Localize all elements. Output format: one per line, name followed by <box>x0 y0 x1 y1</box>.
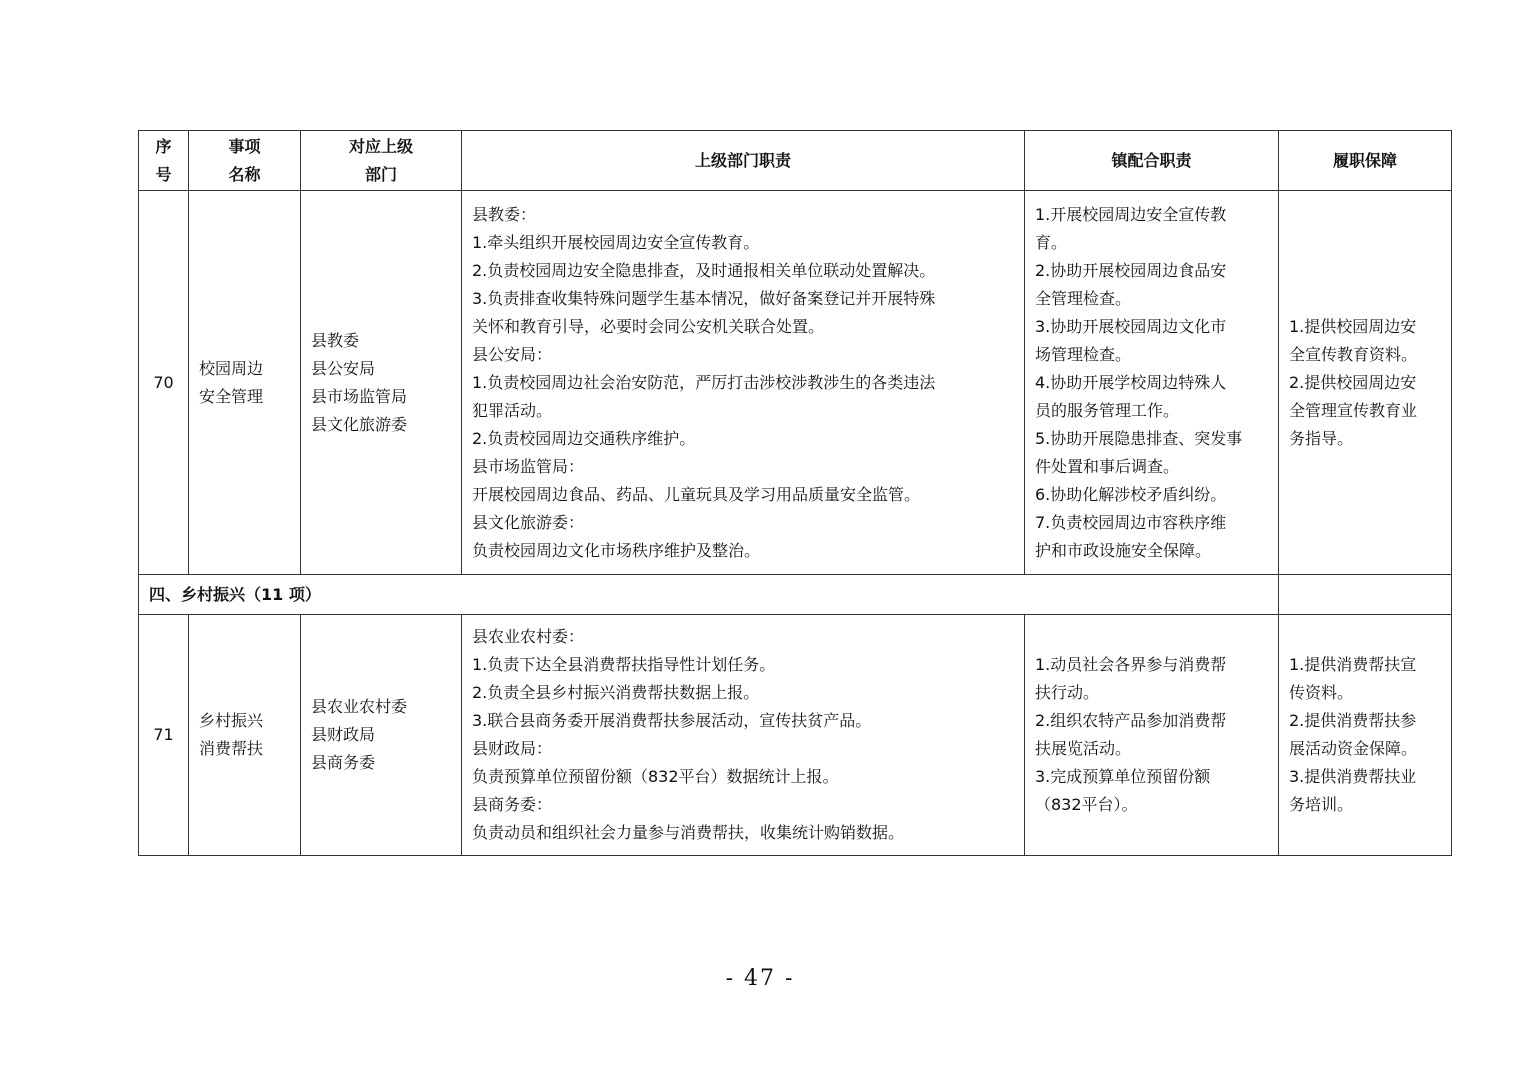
header-seq-line: 序 <box>155 136 172 156</box>
guarantee-line: 1.提供消费帮扶宣 <box>1289 655 1417 674</box>
dept-line: 县公安局 <box>311 358 376 378</box>
town-line: 全管理检查。 <box>1035 288 1132 308</box>
duty-table <box>138 130 1452 856</box>
dept-line: 县文化旅游委 <box>311 414 408 434</box>
table-row <box>139 615 1452 856</box>
section-title: 四、乡村振兴（11 项） <box>139 575 1279 615</box>
item-line: 消费帮扶 <box>199 739 264 758</box>
dept-line: 县农业农村委 <box>311 697 408 716</box>
guarantee-line: 2.提供校园周边安 <box>1289 372 1417 392</box>
row-upper-duties <box>462 615 1025 856</box>
duty-line: 3.负责排查收集特殊问题学生基本情况，做好备案登记并开展特殊 <box>472 288 936 308</box>
header-seq <box>139 131 189 191</box>
town-line: 3.协助开展校园周边文化市 <box>1035 316 1227 336</box>
town-line: 育。 <box>1035 232 1068 252</box>
duty-line: 县财政局： <box>472 739 553 758</box>
town-line: 6.协助化解涉校矛盾纠纷。 <box>1035 484 1227 504</box>
dept-line: 县财政局 <box>311 725 376 744</box>
duty-line: 负责动员和组织社会力量参与消费帮扶，收集统计购销数据。 <box>472 823 905 842</box>
town-line: 2.组织农特产品参加消费帮 <box>1035 711 1227 730</box>
town-line: 1.动员社会各界参与消费帮 <box>1035 655 1227 674</box>
header-row <box>139 131 1452 191</box>
town-line: 件处置和事后调查。 <box>1035 456 1180 476</box>
town-line: 场管理检查。 <box>1035 344 1132 364</box>
row-depts <box>301 615 462 856</box>
town-line: 员的服务管理工作。 <box>1035 400 1180 420</box>
header-dept-line: 部门 <box>364 164 397 184</box>
row-guarantee <box>1279 191 1452 575</box>
header-dept-line: 对应上级 <box>348 136 413 156</box>
row-town-duties <box>1025 191 1279 575</box>
guarantee-line: 全宣传教育资料。 <box>1289 344 1418 364</box>
row-item <box>189 191 301 575</box>
row-upper-duties <box>462 191 1025 575</box>
header-dept <box>301 131 462 191</box>
town-line: 4.协助开展学校周边特殊人 <box>1035 372 1227 392</box>
duty-line: 关怀和教育引导，必要时会同公安机关联合处置。 <box>472 316 825 336</box>
section-empty-cell <box>1279 575 1452 615</box>
duty-line: 1.负责下达全县消费帮扶指导性计划任务。 <box>472 655 776 674</box>
duty-line: 县市场监管局： <box>472 456 585 476</box>
duty-line: 2.负责全县乡村振兴消费帮扶数据上报。 <box>472 683 760 702</box>
guarantee-line: 1.提供校园周边安 <box>1289 316 1417 336</box>
row-seq: 70 <box>139 191 189 575</box>
row-town-duties <box>1025 615 1279 856</box>
guarantee-line: 展活动资金保障。 <box>1289 739 1418 758</box>
town-line: 1.开展校园周边安全宣传教 <box>1035 204 1227 224</box>
duty-line: 2.负责校园周边交通秩序维护。 <box>472 428 696 448</box>
duty-line: 1.负责校园周边社会治安防范，严厉打击涉校涉教涉生的各类违法 <box>472 372 936 392</box>
town-line: 5.协助开展隐患排查、突发事 <box>1035 428 1243 448</box>
town-line: 3.完成预算单位预留份额 <box>1035 767 1211 786</box>
guarantee-line: 2.提供消费帮扶参 <box>1289 711 1417 730</box>
duty-line: 负责预算单位预留份额（832平台）数据统计上报。 <box>472 767 839 786</box>
duty-line: 1.牵头组织开展校园周边安全宣传教育。 <box>472 232 760 252</box>
guarantee-line: 务培训。 <box>1289 795 1354 814</box>
duty-line: 开展校园周边食品、药品、儿童玩具及学习用品质量安全监管。 <box>472 484 921 504</box>
header-item-line: 事项 <box>228 136 261 156</box>
duty-line: 负责校园周边文化市场秩序维护及整治。 <box>472 540 761 560</box>
town-line: 7.负责校园周边市容秩序维 <box>1035 512 1227 532</box>
town-line: 扶展览活动。 <box>1035 739 1132 758</box>
duty-line: 3.联合县商务委开展消费帮扶参展活动，宣传扶贫产品。 <box>472 711 872 730</box>
header-item-line: 名称 <box>228 164 261 184</box>
dept-line: 县市场监管局 <box>311 386 408 406</box>
duty-line: 县文化旅游委： <box>472 512 585 532</box>
duty-line: 2.负责校园周边安全隐患排查，及时通报相关单位联动处置解决。 <box>472 260 936 280</box>
row-depts <box>301 191 462 575</box>
guarantee-line: 传资料。 <box>1289 683 1354 702</box>
row-seq: 71 <box>139 615 189 856</box>
duty-line: 县教委： <box>472 204 537 224</box>
duty-line: 犯罪活动。 <box>472 400 553 420</box>
header-seq-line: 号 <box>155 164 172 184</box>
row-guarantee <box>1279 615 1452 856</box>
duty-line: 县农业农村委： <box>472 627 585 646</box>
header-upper: 上级部门职责 <box>462 131 1025 191</box>
item-line: 安全管理 <box>199 386 264 406</box>
duty-line: 县商务委： <box>472 795 553 814</box>
duty-line: 县公安局： <box>472 344 553 364</box>
guarantee-line: 全管理宣传教育业 <box>1289 400 1418 420</box>
page-number: - 47 - <box>725 966 795 991</box>
town-line: （832平台）。 <box>1035 795 1138 814</box>
town-line: 护和市政设施安全保障。 <box>1035 540 1212 560</box>
section-row <box>139 575 1452 615</box>
dept-line: 县教委 <box>311 330 360 350</box>
dept-line: 县商务委 <box>311 753 376 772</box>
item-line: 校园周边 <box>199 358 264 378</box>
header-town: 镇配合职责 <box>1025 131 1279 191</box>
header-guarantee: 履职保障 <box>1279 131 1452 191</box>
row-item <box>189 615 301 856</box>
guarantee-line: 务指导。 <box>1289 428 1354 448</box>
guarantee-line: 3.提供消费帮扶业 <box>1289 767 1417 786</box>
town-line: 扶行动。 <box>1035 683 1100 702</box>
table-row <box>139 191 1452 575</box>
header-item <box>189 131 301 191</box>
town-line: 2.协助开展校园周边食品安 <box>1035 260 1227 280</box>
item-line: 乡村振兴 <box>199 711 264 730</box>
